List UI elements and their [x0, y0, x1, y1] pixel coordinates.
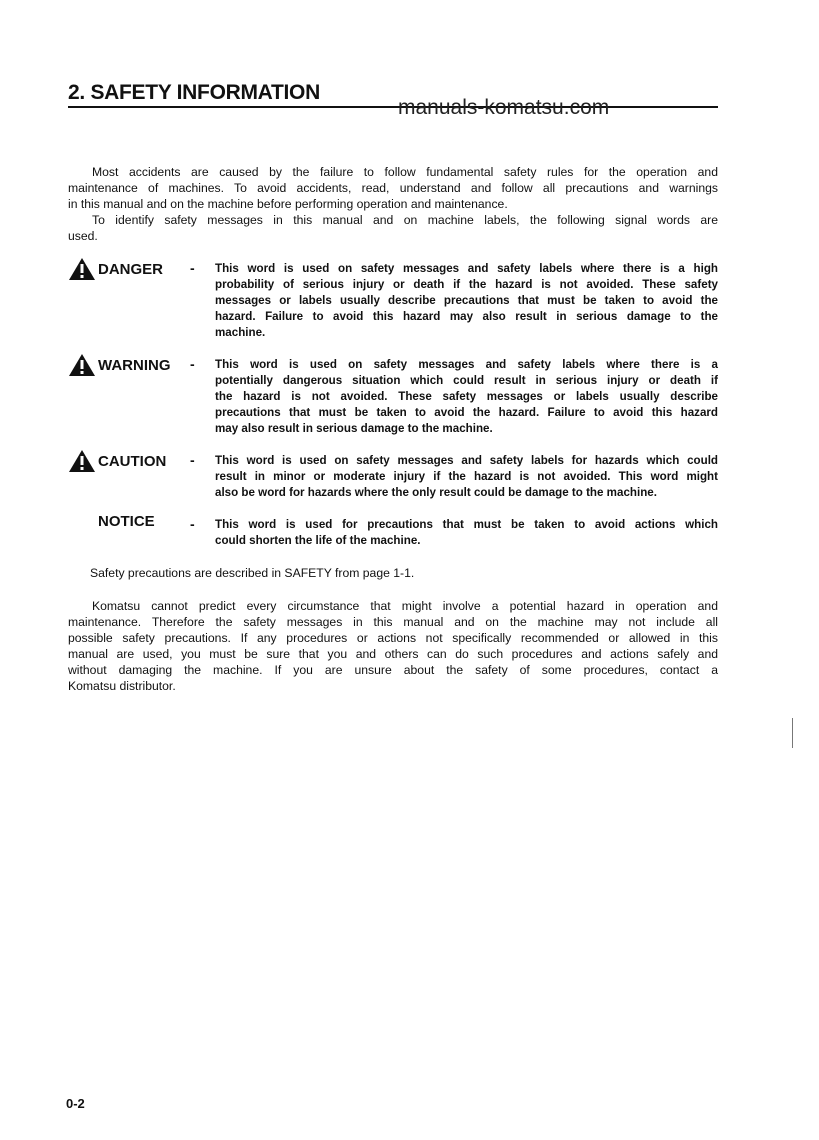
- text-line: This word is used on safety messages and safety labels where there is a high: [215, 262, 718, 275]
- text-line: hazard. Failure to avoid this hazard may also result in serious damage to the: [215, 310, 718, 323]
- separator-dash: -: [190, 452, 195, 468]
- text-line: This word is used for precautions that must be taken to avoid actions which: [215, 518, 718, 531]
- text-line: precautions that must be taken to avoid the hazard. Failure to avoid this hazard: [215, 406, 718, 419]
- text-line: To identify safety messages in this manual and on machine labels, the following signal words are: [92, 213, 718, 227]
- intro-paragraph: [68, 164, 718, 244]
- text-line: could shorten the life of the machine.: [215, 534, 421, 547]
- signal-word-warning: [68, 353, 171, 377]
- text-line: used.: [68, 229, 98, 243]
- signal-description: [215, 453, 718, 501]
- text-line: also be word for hazards where the only result could be damage to the machine.: [215, 486, 657, 499]
- text-line: This word is used on safety messages and safety labels for hazards which could: [215, 454, 718, 467]
- signal-word-notice: [98, 513, 155, 530]
- separator-dash: -: [190, 356, 195, 372]
- text-line: machine.: [215, 326, 266, 339]
- signal-word-danger: [68, 257, 163, 281]
- text-line: Komatsu distributor.: [68, 679, 176, 693]
- text-line: result in minor or moderate injury if the hazard is not avoided. This word might: [215, 470, 718, 483]
- signal-description: [215, 517, 718, 549]
- text-line: without damaging the machine. If you are unsure about the safety of some procedures, contact a: [68, 663, 718, 677]
- text-line: the hazard is not avoided. These safety messages or labels usually describe: [215, 390, 718, 403]
- warning-triangle-icon: [68, 257, 98, 281]
- signal-word-label: DANGER: [98, 260, 164, 278]
- scan-mark: [792, 718, 793, 748]
- signal-description: [215, 261, 718, 341]
- signal-word-label: CAUTION: [98, 452, 167, 470]
- text-line: probability of serious injury or death if the hazard is not avoided. These safety: [215, 278, 718, 291]
- text-line: may also result in serious damage to the machine.: [215, 422, 493, 435]
- signal-description: [215, 357, 718, 437]
- warning-triangle-icon: [68, 449, 98, 473]
- page-title: 2. SAFETY INFORMATION: [68, 81, 320, 104]
- text-line: Komatsu cannot predict every circumstance that might involve a potential hazard in operation and: [92, 599, 718, 613]
- closing-paragraph: [68, 598, 718, 694]
- text-line: potentially dangerous situation which could result in serious injury or death if: [215, 374, 718, 387]
- text-line: maintenance. Therefore the safety messages in this manual and on the machine may not include all: [68, 615, 718, 629]
- separator-dash: -: [190, 260, 195, 276]
- signal-word-label: NOTICE: [98, 513, 155, 530]
- watermark: manuals-komatsu.com: [398, 96, 610, 119]
- signal-word-caution: [68, 449, 166, 473]
- precautions-reference: [90, 565, 414, 581]
- signal-word-label: WARNING: [98, 356, 171, 374]
- text-line: in this manual and on the machine before performing operation and maintenance.: [68, 197, 508, 211]
- precautions-reference-text: Safety precautions are described in SAFETY from page 1-1.: [90, 566, 415, 580]
- text-line: manual are used, you must be sure that you and others can do such procedures and actions safely and: [68, 647, 718, 661]
- title-rule: [68, 106, 718, 108]
- text-line: This word is used on safety messages and safety labels where there is a: [215, 358, 718, 371]
- text-line: messages or labels usually describe precautions that must be taken to avoid the: [215, 294, 718, 307]
- text-line: Most accidents are caused by the failure to follow fundamental safety rules for the operation and: [92, 165, 718, 179]
- text-line: maintenance of machines. To avoid accidents, read, understand and follow all precautions and warnings: [68, 181, 718, 195]
- separator-dash: -: [190, 516, 195, 532]
- page-number: 0-2: [66, 1096, 85, 1111]
- text-line: possible safety precautions. If any procedures or actions not specifically recommended or allowed in this: [68, 631, 718, 645]
- warning-triangle-icon: [68, 353, 98, 377]
